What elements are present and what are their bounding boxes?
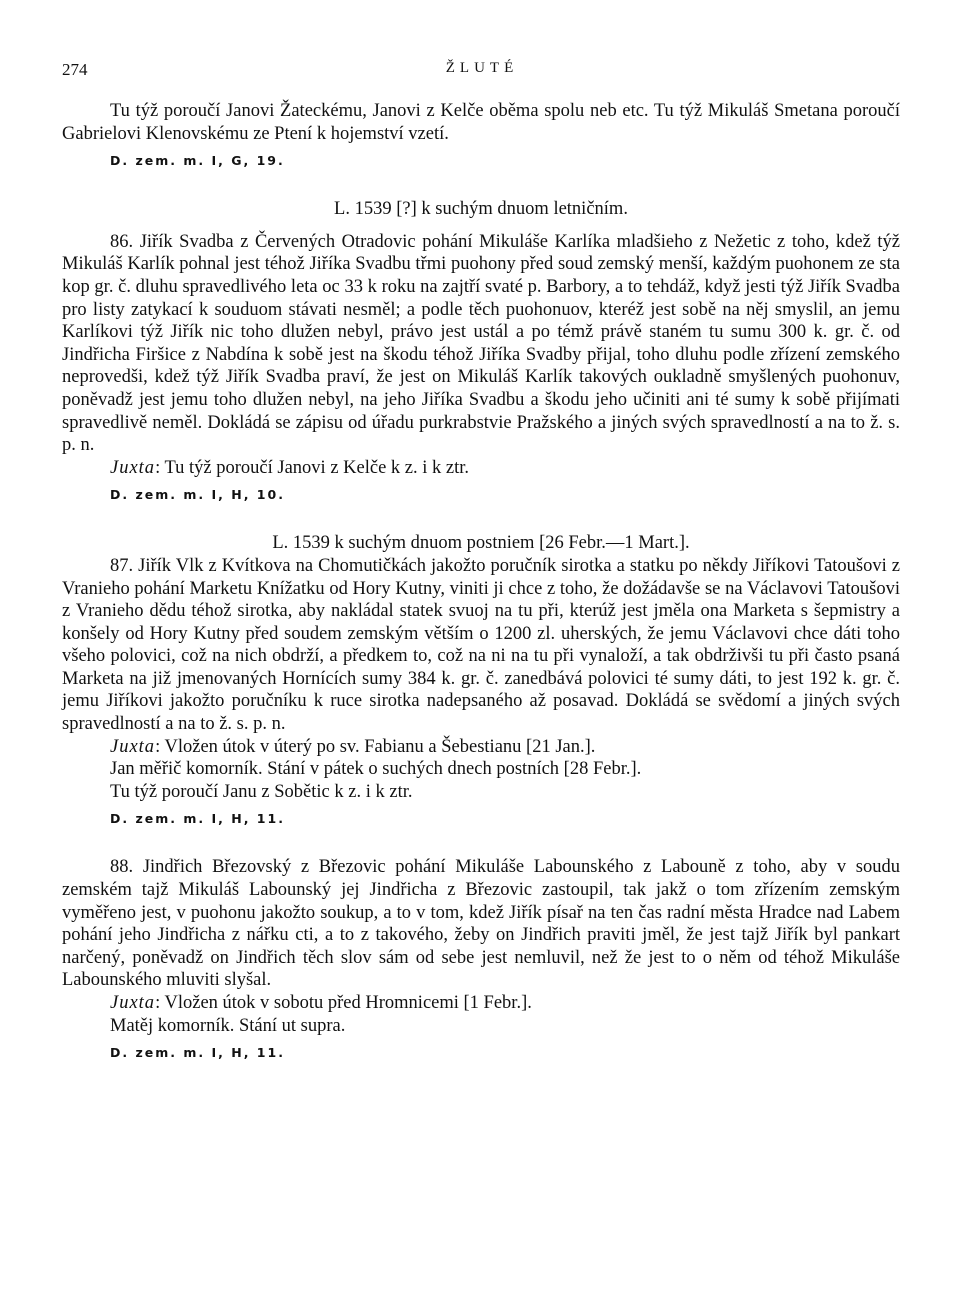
- juxta-label: Juxta: [110, 457, 156, 478]
- entry-number: 88.: [110, 857, 134, 878]
- juxta-text: Vložen útok v úterý po sv. Fabianu a Šebestianu [21 Jan.].: [164, 736, 596, 757]
- page-header: [62, 60, 902, 86]
- entry-87-note-line-2: Tu týž poroučí Janu z Sobětic k z. i k ztr.: [110, 781, 413, 802]
- juxta-text: Vložen útok v sobotu před Hromnicemi [1 Febr.].: [164, 993, 532, 1013]
- section-heading-1539-letnicni: L. 1539 [?] k suchým dnuom letničním.: [334, 199, 628, 220]
- entry-text: Jiřík Svadba z Červených Otradovic pohání Mikuláše Karlíka mladšieho z Nežetic z toho, kdež týž Mikuláš Karlík pohnal jest téhož Jiříka Svadbu třmi puohony před soud zemský menší, každým puohonem ze sta kop gr. č. dluhu spravedlivého leta oc 33 k roku na zajtří svaté p. Barbory, a to tehdáž, když jesti týž Jiřík Svadba pro listy zatykací k souduom stávati nesměl; a podle těch puohonuov, kteréž jest sobě na něj smyslil, an jemu Karlíkovi týž Jiřík nic toho dlužen nebyl, právo jest ustál a po témž právě staném tu sumu 300 k. gr. č. od Jindřicha Firšice z Nabdína k sobě jest na škodu téhož Jiříka Svadby přijal, toho dluhu podle zřízení zemského neprovedši, kdež týž Jiřík Svadba praví, že jest on Mikuláš Karlík takových oukladně smyšlených puohonuv, poněvadž jest jemu toho dlužen nebyl, na jeho Jiříka Svadbu a škodu jeho učiniti ani té sumy k sobě přijímati spravedlivě neměl. Dokládá se zápisu od úřadu purkrabstvie Pražského a jiných svých spravedlností a na to ž. s. p. n.: [62, 231, 900, 456]
- running-head: ŽLUTÉ: [445, 60, 519, 76]
- entry-88: [62, 856, 900, 992]
- entry-number: 86.: [110, 231, 134, 252]
- entry-87-source-citation: D. zem. m. I, H, 11.: [110, 811, 285, 827]
- section-heading-1539-postni: L. 1539 k suchým dnuom postniem [26 Febr.—1 Mart.].: [272, 533, 690, 554]
- juxta-line: Juxta: Vložen útok v sobotu před Hromnicemi [1 Febr.].: [110, 993, 532, 1013]
- page-body: [62, 100, 900, 1060]
- entry-text: Jindřich Březovský z Březovic pohání Mikuláše Labounského z Labouně z toho, aby v soudu zemském tajž Mikuláš Labounský jej Jindřicha z Březovic zastoupil, tak jakž o tom zřízením zemským vyměřeno jest, v puohonu jakožto soukup, a to v tom, kdež Jiřík písař na ten čas radní města Hradce nad Labem pohání jeho Jindřicha z nářku cti, a to z takového, žeby on Jindřich praviti jměl, že jest tajž Jiřík byl pankart narčený, poněvadž on Jindřich těch slov sám od sebe jest nemluvil, než že jest to o něm od téhož Mikuláše Labounského mluviti slyšal.: [62, 857, 901, 991]
- entry-text: Jiřík Vlk z Kvítkova na Chomutičkách jakožto poručník sirotka a statku po někdy Jiříkovi Tatoušovi z Vranieho pohání Marketu Knížatku od Hory Kutny, viniti ji chce z toho, že dožádavše se na Václavovi Tatoušovi z Vranieho dědu téhož sirotka, aby nakládal statek svuoj na tu při, kterúž jest jměla ona Marketa s šepmistry a konšely od Hory Kutny před soudem zemským větším o 1200 zl. uherských, že jemu Václavovi chce dáti toho všeho polovici, což na nich obdrží, a předkem to, což na ni na tu při vynaloží, a tak obdrživši tu při často psaná Marketa na již jmenovaných Hornících sumy 384 k. gr. č. zanedbává polovici té sumy dáti, to jest 192 k. gr. č. jemu Jiříkovi jakožto poručníku k ruce sirotka nadepsaného až posavad. Dokládá se svědomí a jiných svých spravedlností a na to ž. s. p. n.: [62, 555, 900, 735]
- juxta-label: Juxta: [110, 993, 156, 1013]
- entry-87: [62, 555, 900, 736]
- entry-number: 87.: [110, 555, 134, 576]
- intro-paragraph: Tu týž poroučí Janovi Žateckému, Janovi z Kelče oběma spolu neb etc. Tu týž Mikuláš Smetana poroučí Gabrielovi Klenovskému ze Ptení k hojemství vzetí.: [62, 101, 900, 144]
- entry-86-source-citation: D. zem. m. I, H, 10.: [110, 487, 285, 503]
- juxta-label: Juxta: [110, 736, 156, 757]
- entry-87-note-line-1: Jan měřič komorník. Stání v pátek o suchých dnech postních [28 Febr.].: [110, 759, 642, 780]
- entry-86: [62, 231, 900, 457]
- entry-88-note-line-1: Matěj komorník. Stání ut supra.: [110, 1015, 346, 1036]
- juxta-text: Tu týž poroučí Janovi z Kelče k z. i k ztr.: [164, 457, 470, 478]
- page-number: 274: [62, 60, 88, 79]
- intro-source-citation: D. zem. m. I, G, 19.: [110, 153, 285, 169]
- juxta-line: Juxta: Vložen útok v úterý po sv. Fabianu a Šebestianu [21 Jan.].: [110, 736, 596, 757]
- entry-88-source-citation: D. zem. m. I, H, 11.: [110, 1045, 285, 1061]
- juxta-line: Juxta: Tu týž poroučí Janovi z Kelče k z. i k ztr.: [110, 457, 470, 478]
